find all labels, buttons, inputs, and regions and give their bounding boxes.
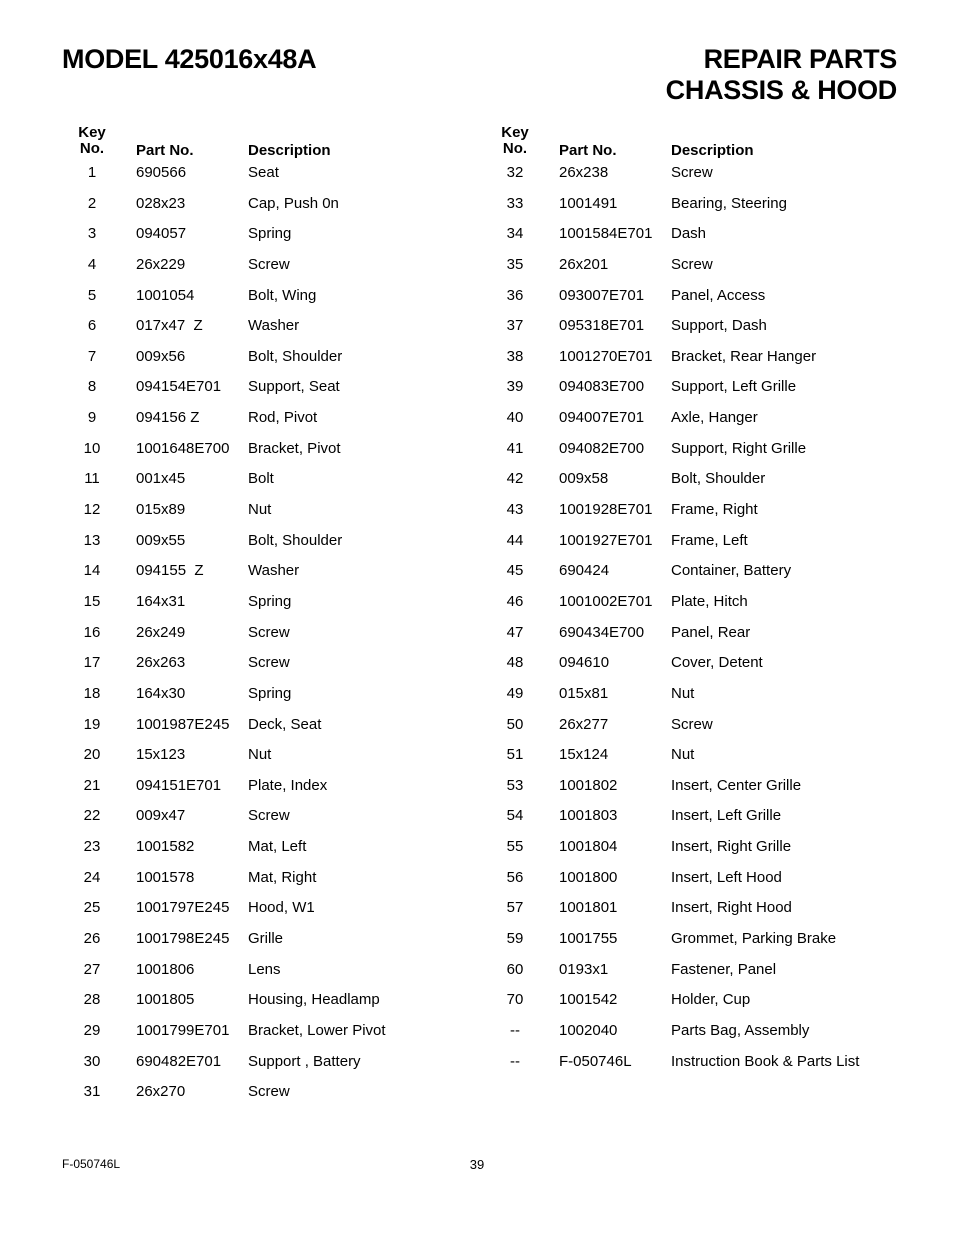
part-no-cell: 1002040: [559, 1021, 618, 1039]
key-no-cell: 40: [506, 409, 524, 427]
part-no-cell: 1001803: [559, 807, 618, 825]
description-cell: Mat, Left: [248, 838, 307, 856]
table-row: [62, 589, 482, 620]
key-no-cell: 57: [506, 899, 524, 917]
part-no-cell: 690482E701: [136, 1052, 222, 1070]
part-no-cell: 094610: [559, 654, 610, 672]
description-cell: Bolt: [248, 470, 274, 488]
key-no-cell: 9: [87, 409, 97, 427]
part-no-cell: 1001802: [559, 776, 618, 794]
part-no-cell: 15x123: [136, 746, 186, 764]
description-cell: Support, Seat: [248, 378, 340, 396]
table-row: [485, 344, 905, 375]
description-cell: Dash: [671, 225, 707, 243]
description-cell: Container, Battery: [671, 562, 792, 580]
part-no-cell: 690434E700: [559, 623, 645, 641]
key-no-cell: 10: [83, 439, 101, 457]
table-row: [485, 160, 905, 191]
key-no-cell: 36: [506, 286, 524, 304]
table-row: [62, 160, 482, 191]
key-no-cell: 11: [84, 470, 100, 488]
key-no-cell: 13: [83, 531, 101, 549]
part-no-cell: 015x89: [136, 501, 186, 519]
description-cell: Washer: [248, 562, 300, 580]
parts-table-left: [62, 125, 482, 1110]
description-cell: Nut: [671, 684, 695, 702]
description-cell: Parts Bag, Assembly: [671, 1021, 810, 1039]
key-no-cell: 24: [83, 868, 101, 886]
table-rows: [62, 160, 482, 1110]
key-no-cell: 50: [506, 715, 524, 733]
key-no-cell: 28: [83, 991, 101, 1009]
key-no-cell: 41: [506, 439, 524, 457]
table-row: [485, 926, 905, 957]
key-no-cell: 20: [83, 746, 101, 764]
description-cell: Deck, Seat: [248, 715, 322, 733]
part-no-cell: 094156 Z: [136, 409, 200, 427]
table-row: [62, 803, 482, 834]
table-row: [62, 313, 482, 344]
key-no-cell: 53: [506, 776, 524, 794]
description-cell: Nut: [248, 501, 272, 519]
description-cell: Plate, Index: [248, 776, 328, 794]
description-cell: Screw: [248, 654, 290, 672]
model-title: MODEL 425016x48A: [62, 44, 317, 74]
key-no-cell: 4: [87, 255, 97, 273]
description-cell: Screw: [248, 807, 290, 825]
part-no-cell: 094007E701: [559, 409, 645, 427]
part-no-cell: 164x30: [136, 684, 186, 702]
description-cell: Hood, W1: [248, 899, 315, 917]
table-row: [485, 283, 905, 314]
table-row: [62, 712, 482, 743]
description-cell: Insert, Center Grille: [671, 776, 802, 794]
key-header-line1: Key: [501, 124, 529, 141]
table-row: [62, 895, 482, 926]
part-no-cell: 1001755: [559, 930, 618, 948]
description-cell: Screw: [671, 715, 713, 733]
table-row: [62, 926, 482, 957]
table-row: [485, 528, 905, 559]
key-no-cell: 32: [506, 164, 524, 181]
table-row: [485, 1018, 905, 1049]
part-no-cell: 001x45: [136, 470, 186, 488]
description-cell: Grille: [248, 930, 284, 948]
part-no-cell: 094151E701: [136, 776, 222, 794]
table-row: [485, 957, 905, 988]
description-cell: Support, Left Grille: [671, 378, 797, 396]
description-cell: Spring: [248, 592, 292, 610]
part-no-cell: 1001987E245: [136, 715, 230, 733]
description-cell: Rod, Pivot: [248, 409, 318, 427]
table-row: [485, 589, 905, 620]
part-no-cell: 093007E701: [559, 286, 645, 304]
part-no-cell: 009x58: [559, 470, 609, 488]
part-no-cell: 1001799E701: [136, 1021, 230, 1039]
table-row: [485, 681, 905, 712]
part-no-cell: 015x81: [559, 684, 609, 702]
key-no-cell: --: [510, 1021, 520, 1039]
key-no-cell: 15: [83, 592, 101, 610]
description-cell: Insert, Left Hood: [671, 868, 782, 886]
table-row: [485, 742, 905, 773]
table-row: [485, 313, 905, 344]
table-row: [62, 497, 482, 528]
description-cell: Bearing, Steering: [671, 194, 787, 212]
part-no-cell: 1001805: [136, 991, 195, 1009]
description-cell: Screw: [671, 164, 713, 181]
key-no-cell: 55: [506, 838, 524, 856]
key-no-cell: 56: [506, 868, 524, 886]
part-no-cell: 26x270: [136, 1083, 186, 1101]
table-row: [485, 466, 905, 497]
description-cell: Bracket, Lower Pivot: [248, 1021, 386, 1039]
table-row: [485, 987, 905, 1018]
table-row: [485, 374, 905, 405]
part-no-cell: 009x55: [136, 531, 186, 549]
key-no-cell: 23: [83, 838, 101, 856]
table-row: [62, 344, 482, 375]
part-no-cell: 1001798E245: [136, 930, 230, 948]
description-cell: Screw: [248, 1083, 290, 1101]
description-cell: Insert, Left Grille: [671, 807, 782, 825]
part-no-cell: 0193x1: [559, 960, 609, 978]
key-no-cell: 26: [83, 930, 101, 948]
description-cell: Axle, Hanger: [671, 409, 758, 427]
key-no-cell: 38: [506, 347, 524, 365]
description-cell: Support , Battery: [248, 1052, 361, 1070]
key-no-cell: 17: [83, 654, 101, 672]
description-cell: Lens: [248, 960, 281, 978]
table-row: [62, 252, 482, 283]
description-cell: Washer: [248, 317, 300, 335]
part-no-cell: 1001002E701: [559, 592, 653, 610]
key-no-cell: 43: [506, 501, 524, 519]
description-cell: Seat: [248, 164, 279, 181]
part-no-cell: 26x201: [559, 255, 609, 273]
table-row: [62, 1018, 482, 1049]
description-cell: Fastener, Panel: [671, 960, 777, 978]
key-no-header: [485, 125, 545, 157]
key-no-cell: 5: [87, 286, 97, 304]
description-cell: Plate, Hitch: [671, 592, 748, 610]
description-cell: Mat, Right: [248, 868, 317, 886]
key-no-cell: 12: [83, 501, 101, 519]
table-row: [485, 895, 905, 926]
key-header-line1: Key: [78, 124, 106, 141]
table-row: [62, 221, 482, 252]
key-no-cell: 37: [506, 317, 524, 335]
table-row: [62, 1049, 482, 1080]
key-no-cell: 48: [506, 654, 524, 672]
part-no-cell: 1001801: [559, 899, 618, 917]
description-cell: Spring: [248, 225, 292, 243]
key-no-cell: 30: [83, 1052, 101, 1070]
description-cell: Nut: [671, 746, 695, 764]
part-no-header: Part No.: [136, 142, 194, 159]
key-no-cell: 42: [506, 470, 524, 488]
table-row: [62, 987, 482, 1018]
key-no-header: [62, 125, 122, 157]
part-no-cell: 009x56: [136, 347, 186, 365]
description-cell: Bolt, Shoulder: [671, 470, 766, 488]
key-no-cell: 1: [87, 164, 97, 181]
description-cell: Panel, Rear: [671, 623, 751, 641]
table-row: [62, 528, 482, 559]
section-title-line1: REPAIR PARTS: [703, 44, 897, 74]
description-cell: Insert, Right Hood: [671, 899, 792, 917]
table-row: [62, 681, 482, 712]
description-cell: Screw: [248, 255, 290, 273]
key-no-cell: 3: [87, 225, 97, 243]
key-no-cell: --: [510, 1052, 520, 1070]
table-row: [485, 252, 905, 283]
description-cell: Bracket, Rear Hanger: [671, 347, 817, 365]
key-no-cell: 54: [506, 807, 524, 825]
part-no-cell: 028x23: [136, 194, 186, 212]
part-no-cell: 1001542: [559, 991, 618, 1009]
table-row: [485, 1049, 905, 1080]
table-row: [62, 374, 482, 405]
key-no-cell: 29: [83, 1021, 101, 1039]
key-no-cell: 16: [83, 623, 101, 641]
table-row: [485, 773, 905, 804]
part-no-cell: 1001491: [559, 194, 618, 212]
description-cell: Cover, Detent: [671, 654, 763, 672]
table-row: [62, 650, 482, 681]
key-no-cell: 35: [506, 255, 524, 273]
description-cell: Grommet, Parking Brake: [671, 930, 837, 948]
key-no-cell: 59: [506, 930, 524, 948]
description-cell: Spring: [248, 684, 292, 702]
table-header: [62, 125, 482, 160]
description-cell: Frame, Right: [671, 501, 758, 519]
description-cell: Insert, Right Grille: [671, 838, 792, 856]
key-no-cell: 19: [83, 715, 101, 733]
part-no-cell: 1001584E701: [559, 225, 653, 243]
part-no-cell: 1001578: [136, 868, 195, 886]
part-no-cell: 094057: [136, 225, 187, 243]
key-no-cell: 25: [83, 899, 101, 917]
key-no-cell: 7: [87, 347, 97, 365]
description-header: Description: [248, 142, 331, 159]
part-no-cell: 690566: [136, 164, 187, 181]
description-cell: Panel, Access: [671, 286, 766, 304]
description-cell: Bolt, Wing: [248, 286, 317, 304]
part-no-cell: 1001928E701: [559, 501, 653, 519]
description-cell: Screw: [248, 623, 290, 641]
table-row: [62, 865, 482, 896]
section-title-line2: CHASSIS & HOOD: [665, 75, 897, 105]
table-row: [485, 865, 905, 896]
part-no-cell: 1001270E701: [559, 347, 653, 365]
table-row: [485, 650, 905, 681]
table-row: [485, 558, 905, 589]
part-no-cell: 094154E701: [136, 378, 222, 396]
description-cell: Instruction Book & Parts List: [671, 1052, 860, 1070]
part-no-cell: 1001582: [136, 838, 195, 856]
part-no-cell: 1001804: [559, 838, 618, 856]
key-no-cell: 45: [506, 562, 524, 580]
part-no-cell: 094155 Z: [136, 562, 204, 580]
key-no-cell: 22: [83, 807, 101, 825]
table-row: [485, 436, 905, 467]
parts-table-right: [485, 125, 905, 1079]
part-no-cell: 094083E700: [559, 378, 645, 396]
description-cell: Holder, Cup: [671, 991, 751, 1009]
part-no-cell: 164x31: [136, 592, 186, 610]
part-no-cell: 1001797E245: [136, 899, 230, 917]
key-no-cell: 46: [506, 592, 524, 610]
description-cell: Bolt, Shoulder: [248, 531, 343, 549]
part-no-cell: 1001927E701: [559, 531, 653, 549]
table-row: [485, 221, 905, 252]
part-no-cell: 1001800: [559, 868, 618, 886]
table-row: [62, 405, 482, 436]
table-row: [485, 803, 905, 834]
description-cell: Nut: [248, 746, 272, 764]
part-no-cell: 26x263: [136, 654, 186, 672]
part-no-cell: 26x277: [559, 715, 609, 733]
table-row: [485, 712, 905, 743]
key-no-cell: 47: [506, 623, 524, 641]
table-header: [485, 125, 905, 160]
table-row: [485, 405, 905, 436]
part-no-cell: 26x229: [136, 255, 186, 273]
key-no-cell: 14: [83, 562, 101, 580]
table-row: [485, 620, 905, 651]
table-row: [485, 191, 905, 222]
table-row: [485, 834, 905, 865]
key-no-cell: 70: [506, 991, 524, 1009]
description-cell: Bracket, Pivot: [248, 439, 341, 457]
key-no-cell: 51: [506, 746, 524, 764]
description-cell: Cap, Push 0n: [248, 194, 339, 212]
key-no-cell: 27: [83, 960, 101, 978]
part-no-cell: 009x47: [136, 807, 186, 825]
key-no-cell: 34: [506, 225, 524, 243]
table-row: [62, 773, 482, 804]
table-row: [62, 436, 482, 467]
key-no-cell: 2: [87, 194, 97, 212]
part-no-cell: 26x249: [136, 623, 186, 641]
table-row: [62, 957, 482, 988]
part-no-cell: 1001648E700: [136, 439, 230, 457]
key-no-cell: 21: [83, 776, 101, 794]
table-row: [62, 283, 482, 314]
description-cell: Support, Right Grille: [671, 439, 807, 457]
key-no-cell: 33: [506, 194, 524, 212]
part-no-cell: 15x124: [559, 746, 609, 764]
document-code: F-050746L: [62, 1157, 121, 1171]
table-row: [62, 620, 482, 651]
key-no-cell: 8: [87, 378, 97, 396]
table-row: [485, 497, 905, 528]
part-no-cell: 690424: [559, 562, 610, 580]
table-row: [62, 834, 482, 865]
key-no-cell: 18: [83, 684, 101, 702]
part-no-header: Part No.: [559, 142, 617, 159]
description-cell: Bolt, Shoulder: [248, 347, 343, 365]
key-no-cell: 39: [506, 378, 524, 396]
description-cell: Frame, Left: [671, 531, 748, 549]
part-no-cell: 1001806: [136, 960, 195, 978]
part-no-cell: 017x47 Z: [136, 317, 203, 335]
part-no-cell: 1001054: [136, 286, 195, 304]
part-no-cell: 26x238: [559, 164, 609, 181]
description-cell: Screw: [671, 255, 713, 273]
description-cell: Housing, Headlamp: [248, 991, 380, 1009]
section-title: [666, 44, 897, 106]
table-row: [62, 742, 482, 773]
description-header: Description: [671, 142, 754, 159]
part-no-cell: 094082E700: [559, 439, 645, 457]
description-cell: Support, Dash: [671, 317, 767, 335]
key-no-cell: 49: [506, 684, 524, 702]
table-rows: [485, 160, 905, 1079]
table-row: [62, 191, 482, 222]
table-row: [62, 1079, 482, 1110]
key-header-line2: No.: [79, 140, 105, 157]
table-row: [62, 466, 482, 497]
key-no-cell: 44: [506, 531, 524, 549]
key-no-cell: 6: [87, 317, 97, 335]
key-header-line2: No.: [502, 140, 528, 157]
key-no-cell: 31: [83, 1083, 101, 1101]
key-no-cell: 60: [506, 960, 524, 978]
page-number: 39: [469, 1157, 485, 1172]
part-no-cell: 095318E701: [559, 317, 645, 335]
part-no-cell: F-050746L: [559, 1052, 632, 1070]
table-row: [62, 558, 482, 589]
